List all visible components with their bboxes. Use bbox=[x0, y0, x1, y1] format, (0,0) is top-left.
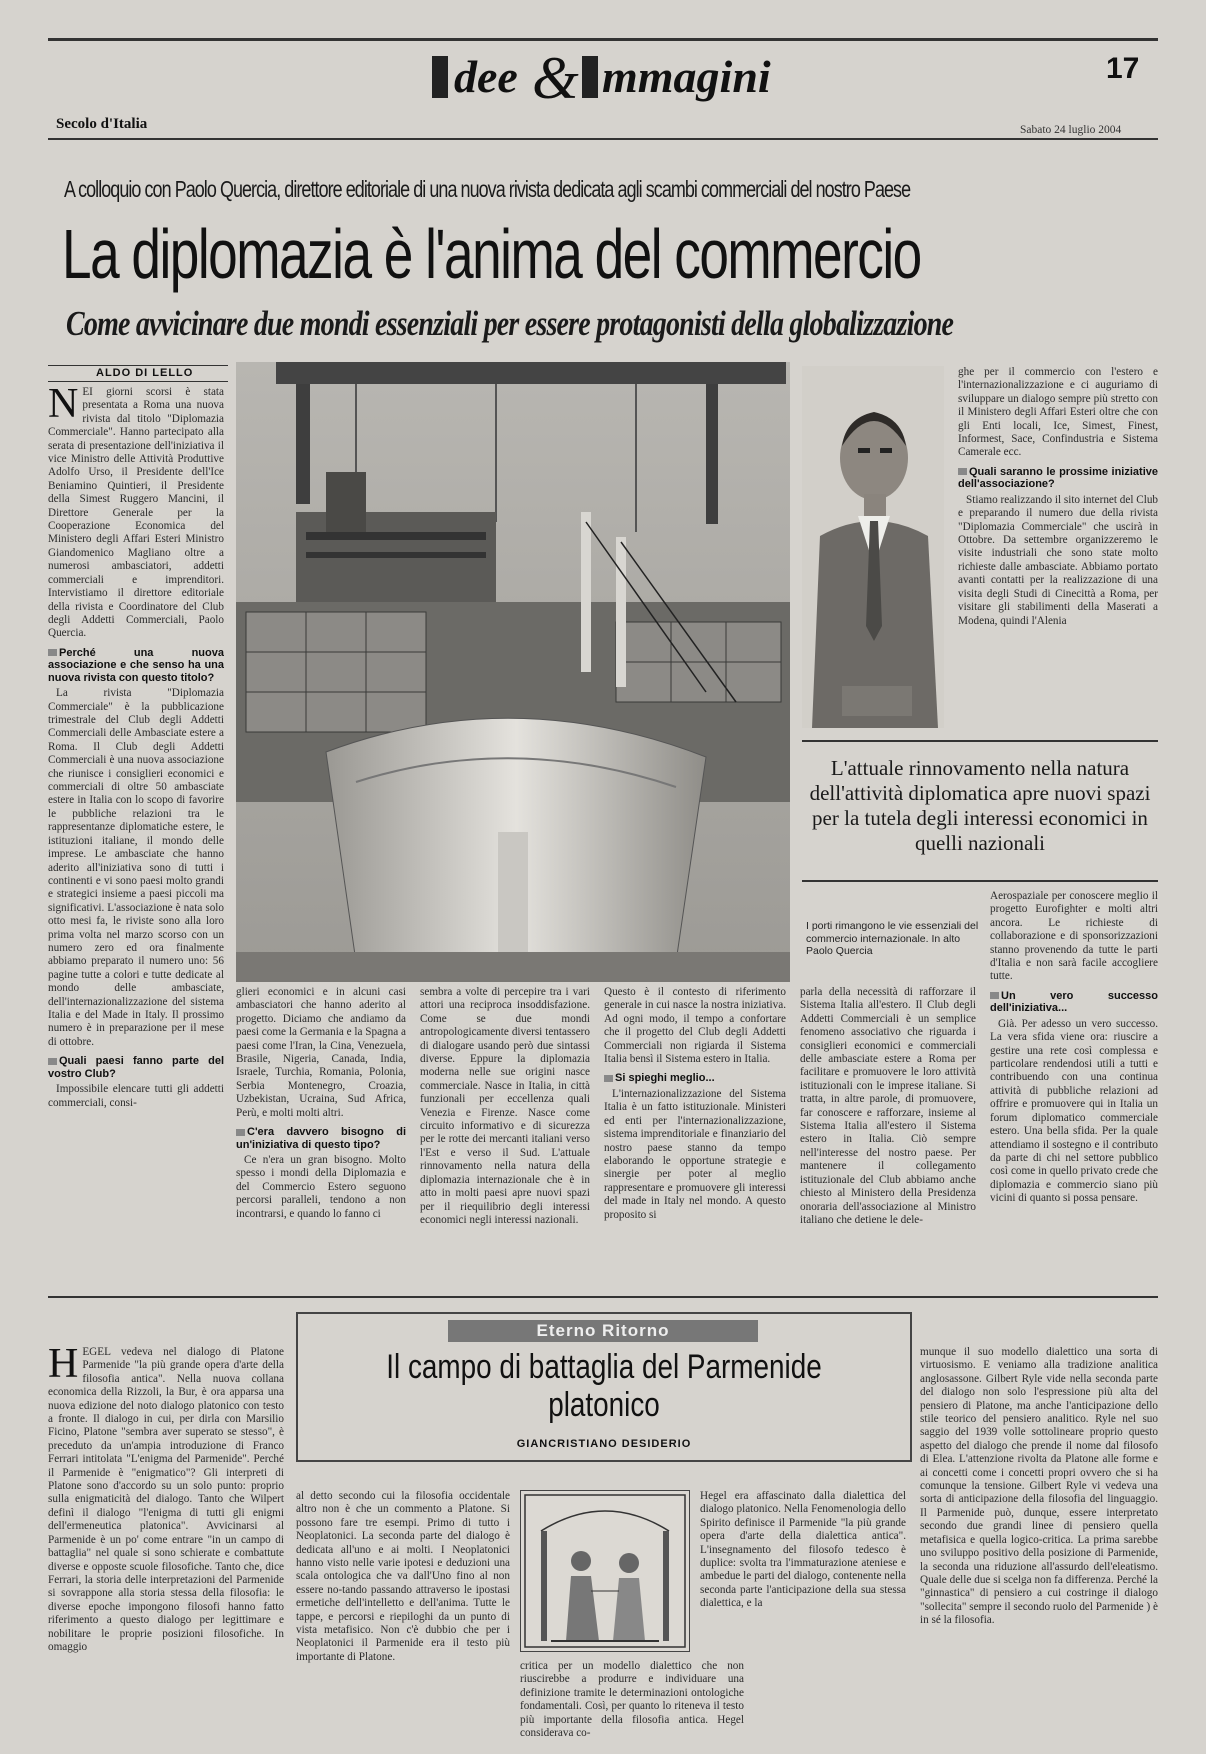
question-2: Quali paesi fanno parte del vostro Club? bbox=[48, 1055, 224, 1080]
question-marker-icon bbox=[48, 649, 57, 656]
answer-5: Stiamo realizzando il sito internet del Club e preparando il numero due della rivista "Diplomazia Commerciale" che uscirà in Ottobre. Da settembre organizzeremo le visite industriali che sono state molto richieste dalle ambasciate. Abbiamo portato avanti contatti per la realizzazione di una visita degli Studi di Cinecittà a Roma, per visitare gli stabilimenti della Maserati a Modena, quindi l'Alenia bbox=[958, 493, 1158, 627]
dropcap-h: H bbox=[48, 1346, 79, 1387]
question-marker-icon bbox=[48, 1058, 57, 1065]
question-marker-icon bbox=[604, 1075, 613, 1082]
second-article-column-3 bbox=[520, 1660, 744, 1742]
paper-name: Secolo d'Italia bbox=[56, 116, 148, 132]
byline-rule-top bbox=[48, 365, 228, 366]
question-6: Un vero successo dell'iniziativa... bbox=[990, 989, 1158, 1015]
question-5: Quali saranno le prossime iniziative dell'associazione? bbox=[958, 465, 1158, 491]
answer-6: Già. Per adesso un vero successo. La vera sfida viene ora: riuscire a gestire una rete così complessa e particolare rendendosi utili a tutti e contribuendo con una continua attività di pubbliche relazioni ad offrire e promuovere qui in Italia un forum diplomatico commerciale estero. Una bella sfida. Per la quale attendiamo il sostegno e il contributo da parte di chi nel settore pubblico così come in quello privato crede che diplomazia e commercio siano più vicini di quanto si possa pensare. bbox=[990, 1017, 1158, 1205]
article-column-5 bbox=[800, 986, 976, 1284]
section-word-mmagini: mmagini bbox=[602, 51, 771, 102]
column-right-bottom-text: Aerospaziale per conoscere meglio il progetto Eurofighter e molti altri ancora. Le richieste di collaborazione e di sponsorizzazioni stanno provenendo da tutte le parti d'Italia e non sarà facile accogliere tutte. bbox=[990, 890, 1158, 983]
pull-quote: L'attuale rinnovamento nella natura dell'attività diplomatica apre nuovi spazi per la tutela degli interessi economici in quelli nazionali bbox=[809, 756, 1151, 855]
paolo-quercia-portrait bbox=[802, 366, 944, 728]
portrait-illustration bbox=[802, 366, 944, 728]
question-marker-icon bbox=[236, 1129, 245, 1136]
byline-rule-bottom bbox=[48, 381, 228, 382]
initial-I-block-2 bbox=[582, 56, 598, 98]
section-word-dee: dee bbox=[454, 51, 518, 102]
second-article-column-5 bbox=[920, 1346, 1158, 1742]
question-4: Si spieghi meglio... bbox=[604, 1072, 786, 1085]
top-rule bbox=[48, 38, 1158, 41]
second-column-2-text: al detto secondo cui la filosofia occidentale altro non è che un commento a Platone. Si possono fare tre esempi. Primo di tutto i Neoplatonici. La seconda parte del dialogo è dedicata all'uno e ai molti. I Neoplatonici hanno visto nelle varie ipotesi e deduzioni una scala ontologica che va dall'Uno fino al non essere no-tando passando attraverso le ipostasi ermetiche dell'intelletto e dell'anima. Tutte le tappe, e percorsi e riepiloghi da un punto di vista metafisico. Non c'è dubbio che per i Neoplatonici il Parmenide era il testo più importante di Platone. bbox=[296, 1490, 510, 1663]
column-2-text: glieri economici e in alcuni casi ambasciatori che hanno aderito al progetto. Diciamo che andiamo da paesi come la Germania e la Spagna a paesi come l'Iran, la Cina, Venezuela, Brasile, Nigeria, Canada, India, Israele, Turchia, Romania, Polonia, Serbia Montenegro, Croazia, Uzbekistan, Ucraina, Sud Africa, Perù, e molti molti altri. bbox=[236, 986, 406, 1119]
section-masthead bbox=[432, 45, 792, 111]
ampersand: & bbox=[532, 45, 579, 111]
section-banner: Eterno Ritorno bbox=[448, 1320, 758, 1342]
second-column-3-text: critica per un modello dialettico che non riuscirebbe a produrre e individuare una definizione tramite le determinazioni ontologiche fondamentali. Così, per quanto lo riteneva il testo più importante della filosofia antica. Hegel considerava co- bbox=[520, 1660, 744, 1740]
dropcap-n: N bbox=[48, 386, 79, 427]
question-1: Perché una nuova associazione e che senso ha una nuova rivista con questo titolo? bbox=[48, 646, 224, 684]
question-marker-icon bbox=[990, 992, 999, 999]
article-column-right-bottom bbox=[990, 890, 1158, 1284]
section-divider bbox=[48, 1296, 1158, 1298]
second-article-headline: Il campo di battaglia del Parmenide platonico bbox=[386, 1348, 822, 1424]
article-subheadline: Come avvicinare due mondi essenziali per essere protagonisti della globalizzazione bbox=[66, 304, 954, 343]
article-kicker: A colloquio con Paolo Quercia, direttore editoriale di una nuova rivista dedicata agli scambi commerciali del nostro Paese bbox=[64, 176, 911, 202]
engraving-illustration bbox=[520, 1490, 690, 1652]
pullquote-rule-bottom bbox=[802, 880, 1158, 882]
cargo-ship-illustration bbox=[236, 362, 790, 982]
second-article-column-2 bbox=[296, 1490, 510, 1742]
answer-3: Ce n'era un gran bisogno. Molto spesso i mondi della Diplomazia e del Commercio Estero seguono percorsi paralleli, tendono a non incontrarsi, e quando lo fanno ci bbox=[236, 1154, 406, 1220]
article-column-3 bbox=[420, 986, 590, 1284]
page-number: 17 bbox=[1106, 52, 1140, 85]
issue-date: Sabato 24 luglio 2004 bbox=[1020, 124, 1122, 136]
pullquote-rule-top bbox=[802, 740, 1158, 742]
article-column-2 bbox=[236, 986, 406, 1284]
initial-I-block bbox=[432, 56, 448, 98]
question-marker-icon bbox=[958, 468, 967, 475]
masthead-rule bbox=[48, 138, 1158, 140]
second-article-column-1 bbox=[48, 1346, 284, 1742]
answer-4: L'internazionalizzazione del Sistema Italia è un fatto istituzionale. Ministeri ed enti per l'internazionalizzazione, sistema imprenditoriale e finanziario del nostro paese stanno da tempo elaborando le opportune strategie e sinergie per poter al meglio rappresentare e promuovere gli interessi del made in Italy nel mondo. A questo proposito si bbox=[604, 1087, 786, 1221]
article-byline: ALDO DI LELLO bbox=[96, 367, 194, 379]
philosophers-engraving bbox=[521, 1491, 689, 1651]
intro-paragraph: EI giorni scorsi è stata presentata a Roma una nuova rivista dal titolo "Diplomazia Commerciale". Hanno partecipato alla serata di presentazione dell'iniziativa il vice Ministro delle Attività Produttive Adolfo Urso, il Presidente dell'Ice Beniamino Quintieri, il Presidente della Simest Ruggero Mancini, il Direttore Generale per la Cooperazione Economica del Ministero degli Affari Esteri Ministro Giandomenico Magliano oltre a numerosi ambasciatori, addetti commerciali e imprenditori. Intervistiamo il direttore editoriale della rivista e Coordinatore del Club degli Addetti Commerciali, Paolo Quercia. bbox=[48, 386, 224, 640]
article-column-right-top bbox=[958, 366, 1158, 728]
column-3-text: sembra a volte di percepire tra i vari attori una reciproca insoddisfazione. Come se due mondi antropologicamente diversi tentassero di dialogare usando però due sintassi diverse. Eppure la diplomazia moderna nelle sue origini nasce commerciale. Nasce in Italia, in città funzionali per eccellenza quali Venezia e Firenze. Nasce come circuito informativo e di sicurezza per le rotte dei mercanti italiani verso l'Est e verso il Sud. L'attuale rinnovamento nella natura della diplomazia internazionale che è in atto in molti paesi apre nuovi spazi per il riequilibrio degli interessi economici negli interessi nazionali. bbox=[420, 986, 590, 1226]
second-article-column-4 bbox=[700, 1490, 906, 1660]
article-column-4 bbox=[604, 986, 786, 1284]
answer-2: Impossibile elencare tutti gli addetti commerciali, consi- bbox=[48, 1083, 224, 1109]
second-column-4-text: Hegel era affascinato dalla dialettica del dialogo platonico. Nella Fenomenologia dello Spirito definisce il Parmenide "la più grande opera d'arte della dialettica antica". L'insegnamento del filosofo tedesco è duplice: svolta tra l'immaturazione ateniese e ambedue le parti del dialogo, contenente nella seconda parte l'anticipazione della sua stessa dialettica, e la bbox=[700, 1490, 906, 1610]
second-article-byline: GIANCRISTIANO DESIDERIO bbox=[516, 1438, 692, 1450]
second-article-header-box bbox=[296, 1312, 912, 1462]
continuation-text: ghe per il commercio con l'estero e l'internazionalizzazione e ci auguriamo di sviluppare un dialogo sempre più stretto con il Ministero degli Affari Esteri oltre che con gli Enti locali, Ice, Simest, Finest, Informest, Sace, Confindustria e Sistema Camerale ecc. bbox=[958, 366, 1158, 459]
column-5-text: parla della necessità di rafforzare il Sistema Italia all'estero. Il Club degli Addetti Commerciali è un semplice fenomeno associativo che riguarda i consiglieri economici e commerciali delle ambasciate estere a Roma per facilitare e promuovere le loro attività istituzionali con le imprese italiane. Si tratta, in altre parole, di promuovere, far conoscere e rafforzare, insieme al Sistema Italia all'estero il Sistema estero in Italia. Ciò sempre nell'interesse del nostro paese. Per mantenere il collegamento istituzionale del Club abbiamo anche chiesto al Ministero della Presidenza onoraria dell'associazione al Ministro italiano che detiene le dele- bbox=[800, 986, 976, 1226]
answer-1: La rivista "Diplomazia Commerciale" è la pubblicazione trimestrale del Club degli Addetti Commerciali delle Ambasciate estere a Roma. Il Club degli Addetti Commerciali è una nuova associazione che riunisce i consiglieri economici e commerciali di oltre 50 ambasciate estere in Italia con lo scopo di favorire le pubbliche relazioni tra le rappresentanze diplomatiche estere, le istituzioni italiane, il mondo delle imprese. Le ambasciate che hanno aderito all'iniziativa sono di tutti i continenti e vi sono paesi molto grandi e strategici insieme a paesi piccoli ma significativi. L'associazione è nata solo otto mesi fa, le riviste sono alla loro prima volta nel marzo scorso con un numero zero ed ora finalmente abbiamo preparato il numero uno: 56 pagine tutte a colori e tutte dedicate al mondo delle ambasciate, dell'internazionalizzazione del sistema Italia e del Made in Italy. Il prossimo numero è in preparazione per il mese di ottobre. bbox=[48, 687, 224, 1048]
second-column-5-text: munque il suo modello dialettico una sorta di virtuosismo. E veniamo alla tradizione analitica anglosassone. Gilbert Ryle vide nella seconda parte del dialogo non solo l'espressione più alta del pensiero di Platone, ma anche l'anticipazione dello stile teorico del pensiero analitico. Ryle nel suo saggio del 1939 volle sottolineare proprio questo aspetto del dialogo che prende il nome dal filosofo di Elea. L'attenzione rivolta da Platone alle forme e ai concetti come i concetti propri ovvero che si ha comunque la tensione. Gilbert Ryle vi vedeva una sorta di anticipazione della filosofia del linguaggio. Il Parmenide può, dunque, essere interpretato secondo due grandi linee di pensiero quella metafisica e quella logico-critica. La prima sarebbe uno sviluppo positivo della posizione di Parmenide, la seconda una riduzione all'assurdo dell'eleatismo. Quale delle due si scelga non fa differenza. Perché la "ginnastica" di pensiero a cui costringe il dialogo "sollecita" sempre il secondo ruolo del Parmenide ) è in sé la filosofia. bbox=[920, 1346, 1158, 1627]
second-column-1-text: EGEL vedeva nel dialogo di Platone Parmenide "la più grande opera d'arte della filosofia antica". Nella nuova collana economica della Rizzoli, la Bur, è ora apparsa una nuova edizione del noto dialogo platonico con testo a fronte. Il dialogo in cui, per dirla con Marsilio Ficino, Platone "sembra aver superato se stesso", è preceduto da un'ampia introduzione di Franco Ferrari intitolata "L'enigma del Parmenide". Perché il Parmenide è "enigmatico"? Gli interpreti di Platone sono d'accordo su un solo punto: proprio sulla enigmaticità del dialogo. Tanto che Wilpert definì il dialogo "l'enigma di tutti gli enigmi dell'ermeneutica platonica". Avvicinarsi al Parmenide è un po' come entrare "in un campo di battaglia" nel quale si sono schierate e combattute diverse e opposte scuole filosofiche. Tanto che, dice Ferrari, la storia delle interpretazioni del Parmenide si sovrappone alla storia stessa della filosofia: le diverse epoche impongono filosofi hanno fatto riferimento a questo dialogo per legittimare e nobilitare le proprie posizioni filosofiche. In omaggio bbox=[48, 1346, 284, 1653]
article-headline: La diplomazia è l'anima del commercio bbox=[62, 215, 921, 293]
article-column-1 bbox=[48, 386, 224, 1284]
photo-caption: I porti rimangono le vie essenziali del commercio internazionale. In alto Paolo Quercia bbox=[806, 920, 979, 957]
cargo-ship-photo bbox=[236, 362, 790, 982]
question-3: C'era davvero bisogno di un'iniziativa di questo tipo? bbox=[236, 1126, 406, 1151]
column-4-text: Questo è il contesto di riferimento generale in cui nasce la nostra iniziativa. Ad ogni modo, il tempo a confortare che il progetto del Club degli Addetti Commerciali non rigiarda il Sistema Italia bensì il Sistema estero in Italia. bbox=[604, 986, 786, 1066]
